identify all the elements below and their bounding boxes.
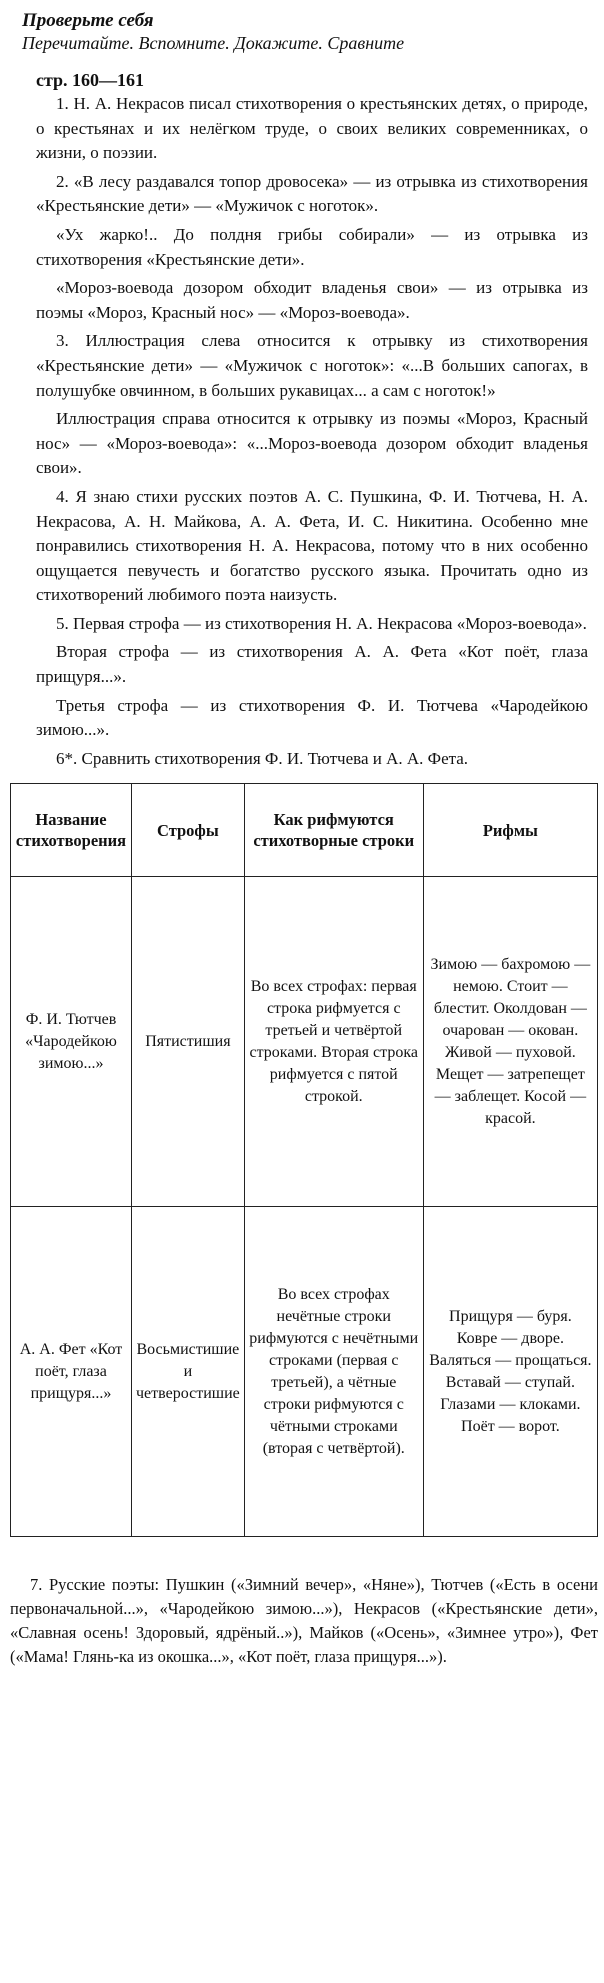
table-row [11,877,598,1207]
section-subtitle: Перечитайте. Вспомните. Докажите. Сравните [22,33,405,53]
header-rhyme-scheme: Как рифмуются стихотворные строки [244,784,423,877]
cell-stanzas: Восьмистишие и четверостишие [132,1207,245,1537]
answer-7: 7. Русские поэты: Пушкин («Зимний вечер», «Няне»), Тютчев («Есть в осени первоначальной...», «Чародейкою зимою...»), Некрасов («Крестьянские дети», «Славная осень! Здоровый, ядрёный..»), Майков («Осень», «Зимнее утро»), Фет («Мама! Глянь-ка из окошка...», «Кот поёт, глаза прищуря...»). [10,1575,598,1667]
table-header-row [11,784,598,877]
answer-4: 4. Я знаю стихи русских поэтов А. С. Пушкина, Ф. И. Тютчева, Н. А. Некрасова, А. Н. Майкова, А. А. Фета, И. С. Никитина. Особенно мне понравились стихотворения Н. А. Некрасова, потому что в них особенно ощущается певучесть и богатство русского языка. Прочитать одно из стихотворений любимого поэта наизусть. [36,486,588,605]
cell-rhyme-scheme: Во всех строфах: первая строка рифмуется с третьей и четвёртой строками. Вторая строка рифмуется с пятой строкой. [244,877,423,1207]
cell-title: Ф. И. Тютчев «Чародейкою зимою...» [11,877,132,1207]
header-stanzas: Строфы [132,784,245,877]
cell-rhyme-scheme: Во всех строфах нечётные строки рифмуются с нечётными строками (первая с третьей), а чётные строки рифмуются с чётными строками (вторая с четвёртой). [244,1207,423,1537]
answer-2: 2. «В лесу раздавался топор дровосека» — из отрывка из стихотворения «Крестьянские дети» — «Мужичок с ноготок». [36,171,588,216]
cell-title: А. А. Фет «Кот поёт, глаза прищуря...» [11,1207,132,1537]
answer-3-part-2: Иллюстрация справа относится к отрывку из поэмы «Мороз, Красный нос» — «Мороз-воевода»: «...Мороз-воевода дозором обходит владенья свои». [36,409,588,478]
answer-5-part-3: Третья строфа — из стихотворения Ф. И. Тютчева «Чародейкою зимою...». [36,695,588,740]
header-title: Название стихотворения [11,784,132,877]
answer-2-part-2: «Ух жарко!.. До полдня грибы собирали» — из отрывка из стихотворения «Крестьянские дети». [36,224,588,269]
section-title: Проверьте себя [22,10,154,31]
cell-stanzas: Пятистишия [132,877,245,1207]
answer-6: 6*. Сравнить стихотворения Ф. И. Тютчева и А. А. Фета. [56,748,469,768]
table-row [11,1207,598,1537]
textbook-page [10,10,598,1669]
cell-rhymes: Зимою — бахромою — немою. Стоит — блестит. Околдован — очарован — окован. Живой — пуховой. Мещет — затрепещет — заблещет. Косой — красой. [423,877,597,1207]
header-rhymes: Рифмы [423,784,597,877]
cell-rhymes: Прищуря — буря. Ковре — дворе. Валяться — прощаться. Вставай — ступай. Глазами — клоками. Поёт — ворот. [423,1207,597,1537]
answer-1: 1. Н. А. Некрасов писал стихотворения о крестьянских детях, о природе, о крестьянах и их нелёгком труде, о своих великих современниках, о жизни, о поэзии. [36,94,588,163]
answer-5-part-2: Вторая строфа — из стихотворения А. А. Фета «Кот поёт, глаза прищуря...». [36,642,588,687]
comparison-table [10,783,598,1537]
answer-2-part-3: «Мороз-воевода дозором обходит владенья свои» — из отрывка из поэмы «Мороз, Красный нос» — «Мороз-воевода». [36,278,588,322]
page-range-label: стр. 160—161 [36,70,145,90]
answer-3: 3. Иллюстрация слева относится к отрывку из стихотворения «Крестьянские дети» — «Мужичок с ноготок»: «...В больших сапогах, в полушубке овчинном, в больших рукавицах... а сам с ноготок!» [36,331,588,400]
answer-5: 5. Первая строфа — из стихотворения Н. А. Некрасова «Мороз-воевода». [56,613,587,633]
